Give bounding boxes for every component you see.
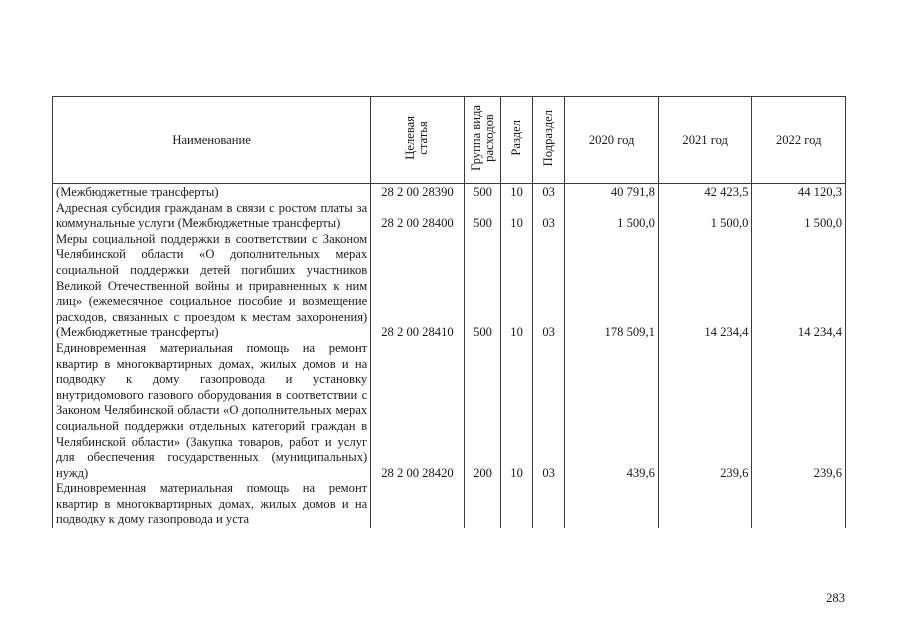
header-2021 <box>658 97 752 184</box>
row-expense-group: 500 <box>464 201 501 232</box>
row-name: Единовременная материальная помощь на ремонт квартир в многоквартирных домах, жилых домов и на подводку к дому газопровода и уста <box>53 481 371 528</box>
header-2022-label: 2022 год <box>775 132 822 147</box>
table-row <box>53 201 846 232</box>
row-section: 10 <box>501 201 533 232</box>
header-2022 <box>752 97 846 184</box>
row-name: (Межбюджетные трансферты) <box>53 184 371 201</box>
header-section-label: Раздел <box>509 120 524 156</box>
header-2020 <box>565 97 659 184</box>
row-2020: 178 509,1 <box>565 232 659 341</box>
header-expense-group-label: Группа вида расходов <box>468 105 496 171</box>
budget-table <box>52 96 846 528</box>
row-subsection: 03 <box>532 341 565 481</box>
table-row <box>53 232 846 341</box>
table-row <box>53 341 846 481</box>
header-target-article-label: Целевая статья <box>403 116 431 160</box>
row-section <box>501 481 533 528</box>
row-target-article: 28 2 00 28420 <box>371 341 465 481</box>
header-subsection-label: Подраздел <box>541 109 556 167</box>
row-target-article: 28 2 00 28400 <box>371 201 465 232</box>
row-subsection: 03 <box>532 201 565 232</box>
row-2021: 239,6 <box>658 341 752 481</box>
page-number: 283 <box>826 591 845 605</box>
row-target-article <box>371 481 465 528</box>
header-target-article <box>371 97 465 184</box>
header-name <box>53 97 371 184</box>
row-expense-group: 500 <box>464 232 501 341</box>
row-2021: 1 500,0 <box>658 201 752 232</box>
row-2022: 1 500,0 <box>752 201 846 232</box>
row-section: 10 <box>501 184 533 201</box>
header-subsection <box>532 97 565 184</box>
header-2021-label: 2021 год <box>682 132 728 147</box>
table-body <box>53 184 846 529</box>
row-section: 10 <box>501 232 533 341</box>
header-name-label: Наименование <box>172 132 251 147</box>
row-expense-group: 200 <box>464 341 501 481</box>
row-expense-group: 500 <box>464 184 501 201</box>
row-subsection: 03 <box>532 232 565 341</box>
table-header <box>53 97 846 184</box>
header-expense-group <box>464 97 501 184</box>
row-name: Единовременная материальная помощь на ремонт квартир в многоквартирных домах, жилых домов и на подводку к дому газопровода и установку внутридомового газового оборудования в соответствии с Законом Челябинской области «О дополнительных мерах социальной поддержки отдельных категорий граждан в Челябинской области» (Закупка товаров, работ и услуг для обеспечения государственных (муниципальных) нужд) <box>53 341 371 481</box>
row-2022: 44 120,3 <box>752 184 846 201</box>
table-row <box>53 481 846 528</box>
row-2020 <box>565 481 659 528</box>
row-2021: 42 423,5 <box>658 184 752 201</box>
row-2021: 14 234,4 <box>658 232 752 341</box>
row-name: Меры социальной поддержки в соответствии с Законом Челябинской области «О дополнительных мерах социальной поддержки детей погибших участников Великой Отечественной войны и приравненных к ним лиц» (ежемесячное социальное пособие и возмещение расходов, связанных с проездом к местам захоронения) (Межбюджетные трансферты) <box>53 232 371 341</box>
row-expense-group <box>464 481 501 528</box>
row-2021 <box>658 481 752 528</box>
row-subsection <box>532 481 565 528</box>
row-2022: 14 234,4 <box>752 232 846 341</box>
row-name: Адресная субсидия гражданам в связи с ростом платы за коммунальные услуги (Межбюджетные трансферты) <box>53 201 371 232</box>
row-2022: 239,6 <box>752 341 846 481</box>
row-2020: 40 791,8 <box>565 184 659 201</box>
row-2022 <box>752 481 846 528</box>
row-subsection: 03 <box>532 184 565 201</box>
row-target-article: 28 2 00 28390 <box>371 184 465 201</box>
table-row <box>53 184 846 201</box>
header-2020-label: 2020 год <box>588 132 635 147</box>
row-target-article: 28 2 00 28410 <box>371 232 465 341</box>
row-section: 10 <box>501 341 533 481</box>
row-2020: 439,6 <box>565 341 659 481</box>
header-section <box>501 97 533 184</box>
row-2020: 1 500,0 <box>565 201 659 232</box>
